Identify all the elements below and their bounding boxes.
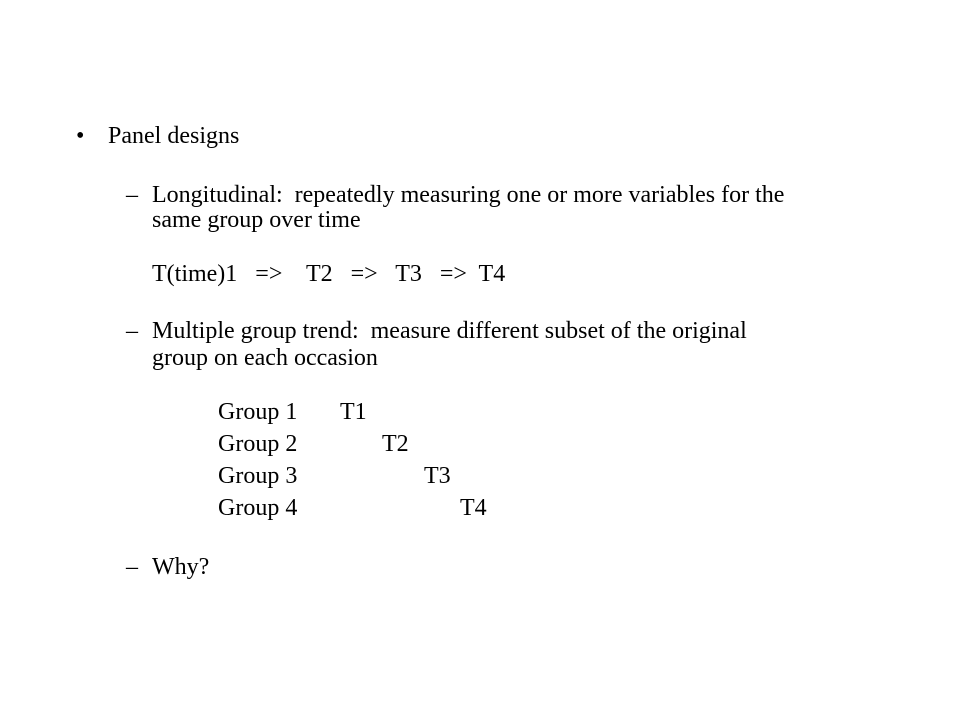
group-time: T1	[340, 399, 367, 425]
longitudinal-line-1: Longitudinal: repeatedly measuring one or more variables for the	[152, 182, 785, 208]
longitudinal-line-2: same group over time	[152, 207, 361, 233]
dash-icon: –	[126, 318, 138, 344]
multiple-group-line-2: group on each occasion	[152, 345, 378, 371]
group-time: T4	[460, 495, 487, 521]
group-label: Group 1	[218, 399, 298, 425]
group-label: Group 2	[218, 431, 298, 457]
dash-icon: –	[126, 554, 138, 580]
bullet-icon: •	[76, 123, 85, 149]
heading-panel-designs: Panel designs	[108, 123, 240, 149]
group-label: Group 4	[218, 495, 298, 521]
group-label: Group 3	[218, 463, 298, 489]
why-question: Why?	[152, 554, 210, 580]
multiple-group-line-1: Multiple group trend: measure different subset of the original	[152, 318, 747, 344]
group-time: T2	[382, 431, 409, 457]
dash-icon: –	[126, 182, 138, 208]
longitudinal-sequence: T(time)1 => T2 => T3 => T4	[152, 261, 506, 287]
group-time: T3	[424, 463, 451, 489]
